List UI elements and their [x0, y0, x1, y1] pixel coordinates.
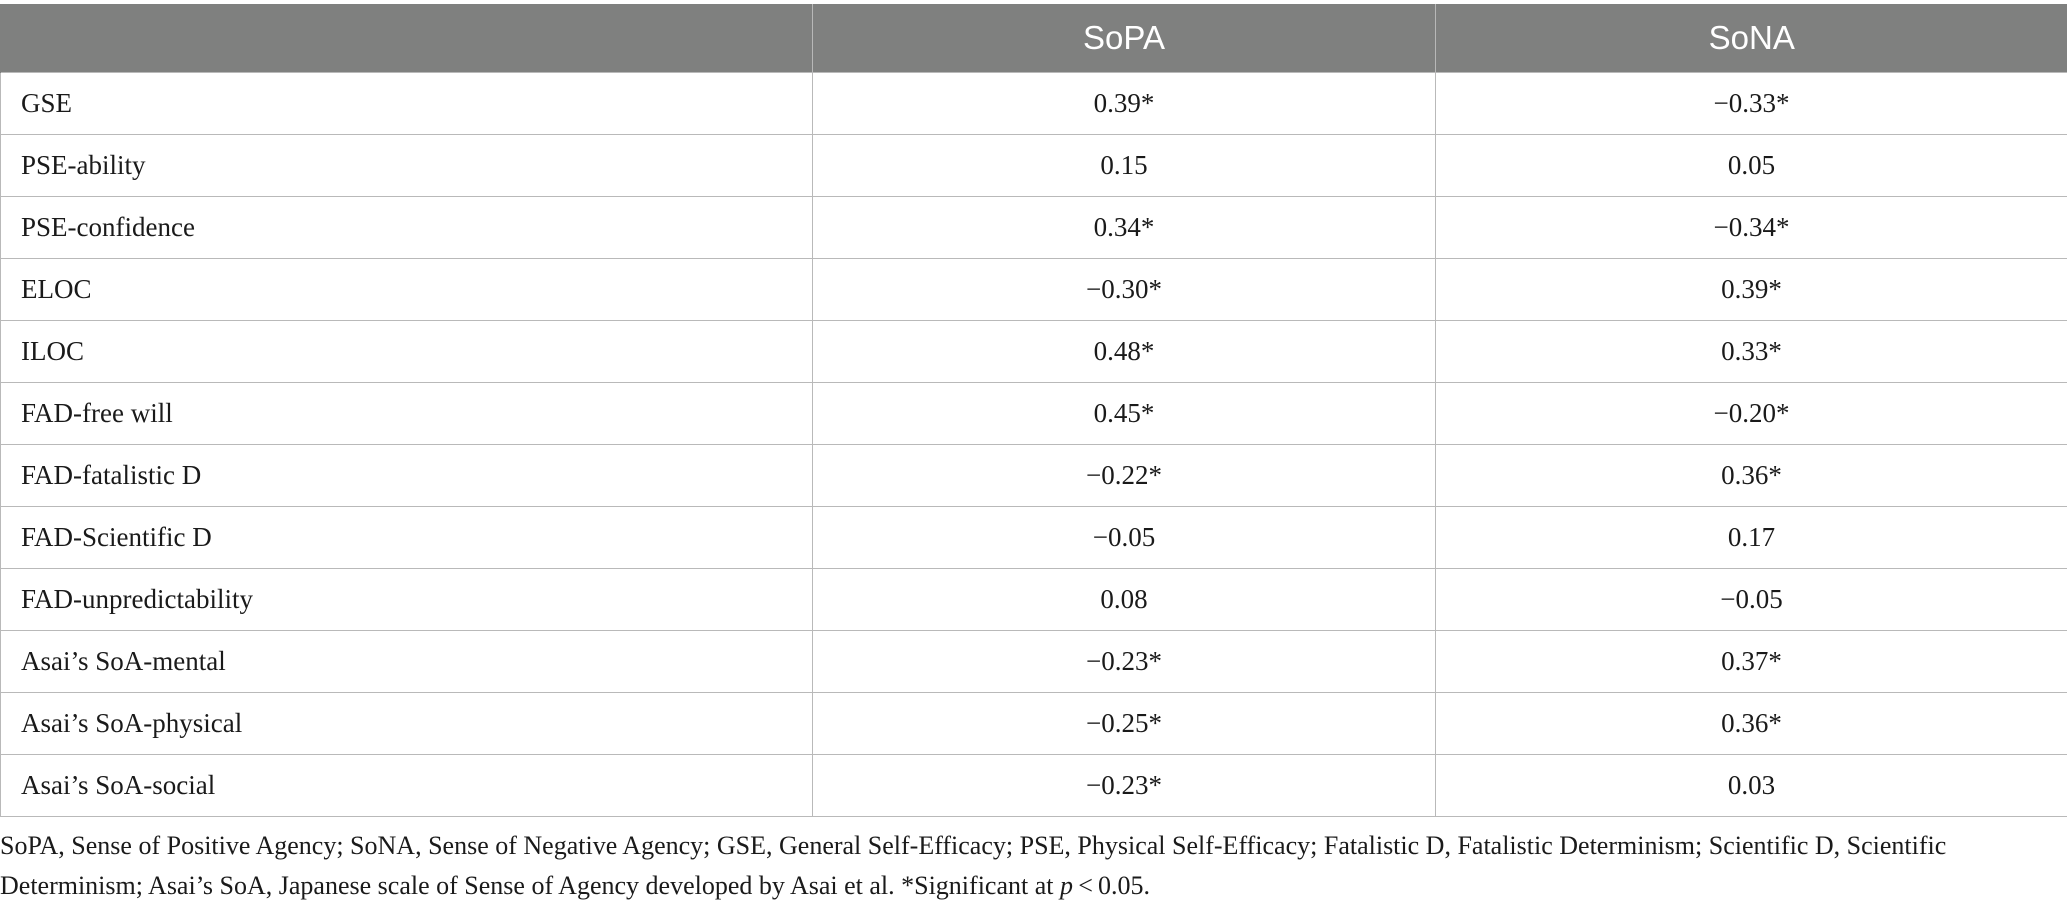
footnote-text: SoPA, Sense of Positive Agency; SoNA, Sense of Negative Agency; GSE, General Self-Efficacy; PSE, Physical Self-Efficacy; Fatalistic D, Fatalistic Determinism; Scientific D, Scientific Determinism; Asai’s SoA, Japanese scale of Sense of Agency developed by Asai et al. *Significant at — [0, 831, 1947, 900]
table-row — [1, 507, 2067, 569]
row-label: PSE-confidence — [1, 197, 813, 259]
sona-value: −0.20* — [1436, 383, 2067, 445]
header-cell-sona: SoNA — [1436, 4, 2067, 73]
table-row — [1, 321, 2067, 383]
sona-value: 0.36* — [1436, 693, 2067, 755]
sona-value: −0.34* — [1436, 197, 2067, 259]
row-label: FAD-free will — [1, 383, 813, 445]
sopa-value: −0.25* — [813, 693, 1436, 755]
header-cell-measure — [1, 4, 813, 73]
row-label: FAD-fatalistic D — [1, 445, 813, 507]
header-cell-sopa: SoPA — [813, 4, 1436, 73]
sopa-value: −0.05 — [813, 507, 1436, 569]
table-row — [1, 445, 2067, 507]
sona-value: 0.37* — [1436, 631, 2067, 693]
table-row — [1, 73, 2067, 135]
row-label: Asai’s SoA-social — [1, 755, 813, 817]
sopa-value: 0.15 — [813, 135, 1436, 197]
row-label: ILOC — [1, 321, 813, 383]
table-row — [1, 383, 2067, 445]
table-row — [1, 569, 2067, 631]
table-body — [1, 73, 2067, 817]
sopa-value: 0.45* — [813, 383, 1436, 445]
row-label: Asai’s SoA-physical — [1, 693, 813, 755]
sona-value: 0.33* — [1436, 321, 2067, 383]
row-label: Asai’s SoA-mental — [1, 631, 813, 693]
table-row — [1, 197, 2067, 259]
sopa-value: 0.34* — [813, 197, 1436, 259]
correlation-table — [0, 4, 2067, 817]
sona-value: 0.17 — [1436, 507, 2067, 569]
sopa-value: −0.30* — [813, 259, 1436, 321]
sona-value: −0.05 — [1436, 569, 2067, 631]
sona-value: 0.05 — [1436, 135, 2067, 197]
sopa-value: 0.08 — [813, 569, 1436, 631]
table-row — [1, 755, 2067, 817]
sopa-value: 0.48* — [813, 321, 1436, 383]
table-row — [1, 693, 2067, 755]
row-label: FAD-unpredictability — [1, 569, 813, 631]
sona-value: −0.33* — [1436, 73, 2067, 135]
row-label: PSE-ability — [1, 135, 813, 197]
sopa-value: 0.39* — [813, 73, 1436, 135]
footnote-p-symbol: p — [1059, 871, 1073, 900]
table-footnote — [0, 826, 2040, 906]
sopa-value: −0.23* — [813, 755, 1436, 817]
table-row — [1, 631, 2067, 693]
footnote-threshold: < 0.05. — [1072, 871, 1151, 900]
header-row — [1, 4, 2067, 73]
row-label: FAD-Scientific D — [1, 507, 813, 569]
table-header — [1, 4, 2067, 73]
sona-value: 0.36* — [1436, 445, 2067, 507]
sona-value: 0.03 — [1436, 755, 2067, 817]
table-row — [1, 135, 2067, 197]
table-row — [1, 259, 2067, 321]
row-label: ELOC — [1, 259, 813, 321]
sopa-value: −0.23* — [813, 631, 1436, 693]
sopa-value: −0.22* — [813, 445, 1436, 507]
correlation-table-container — [0, 4, 2067, 817]
row-label: GSE — [1, 73, 813, 135]
sona-value: 0.39* — [1436, 259, 2067, 321]
